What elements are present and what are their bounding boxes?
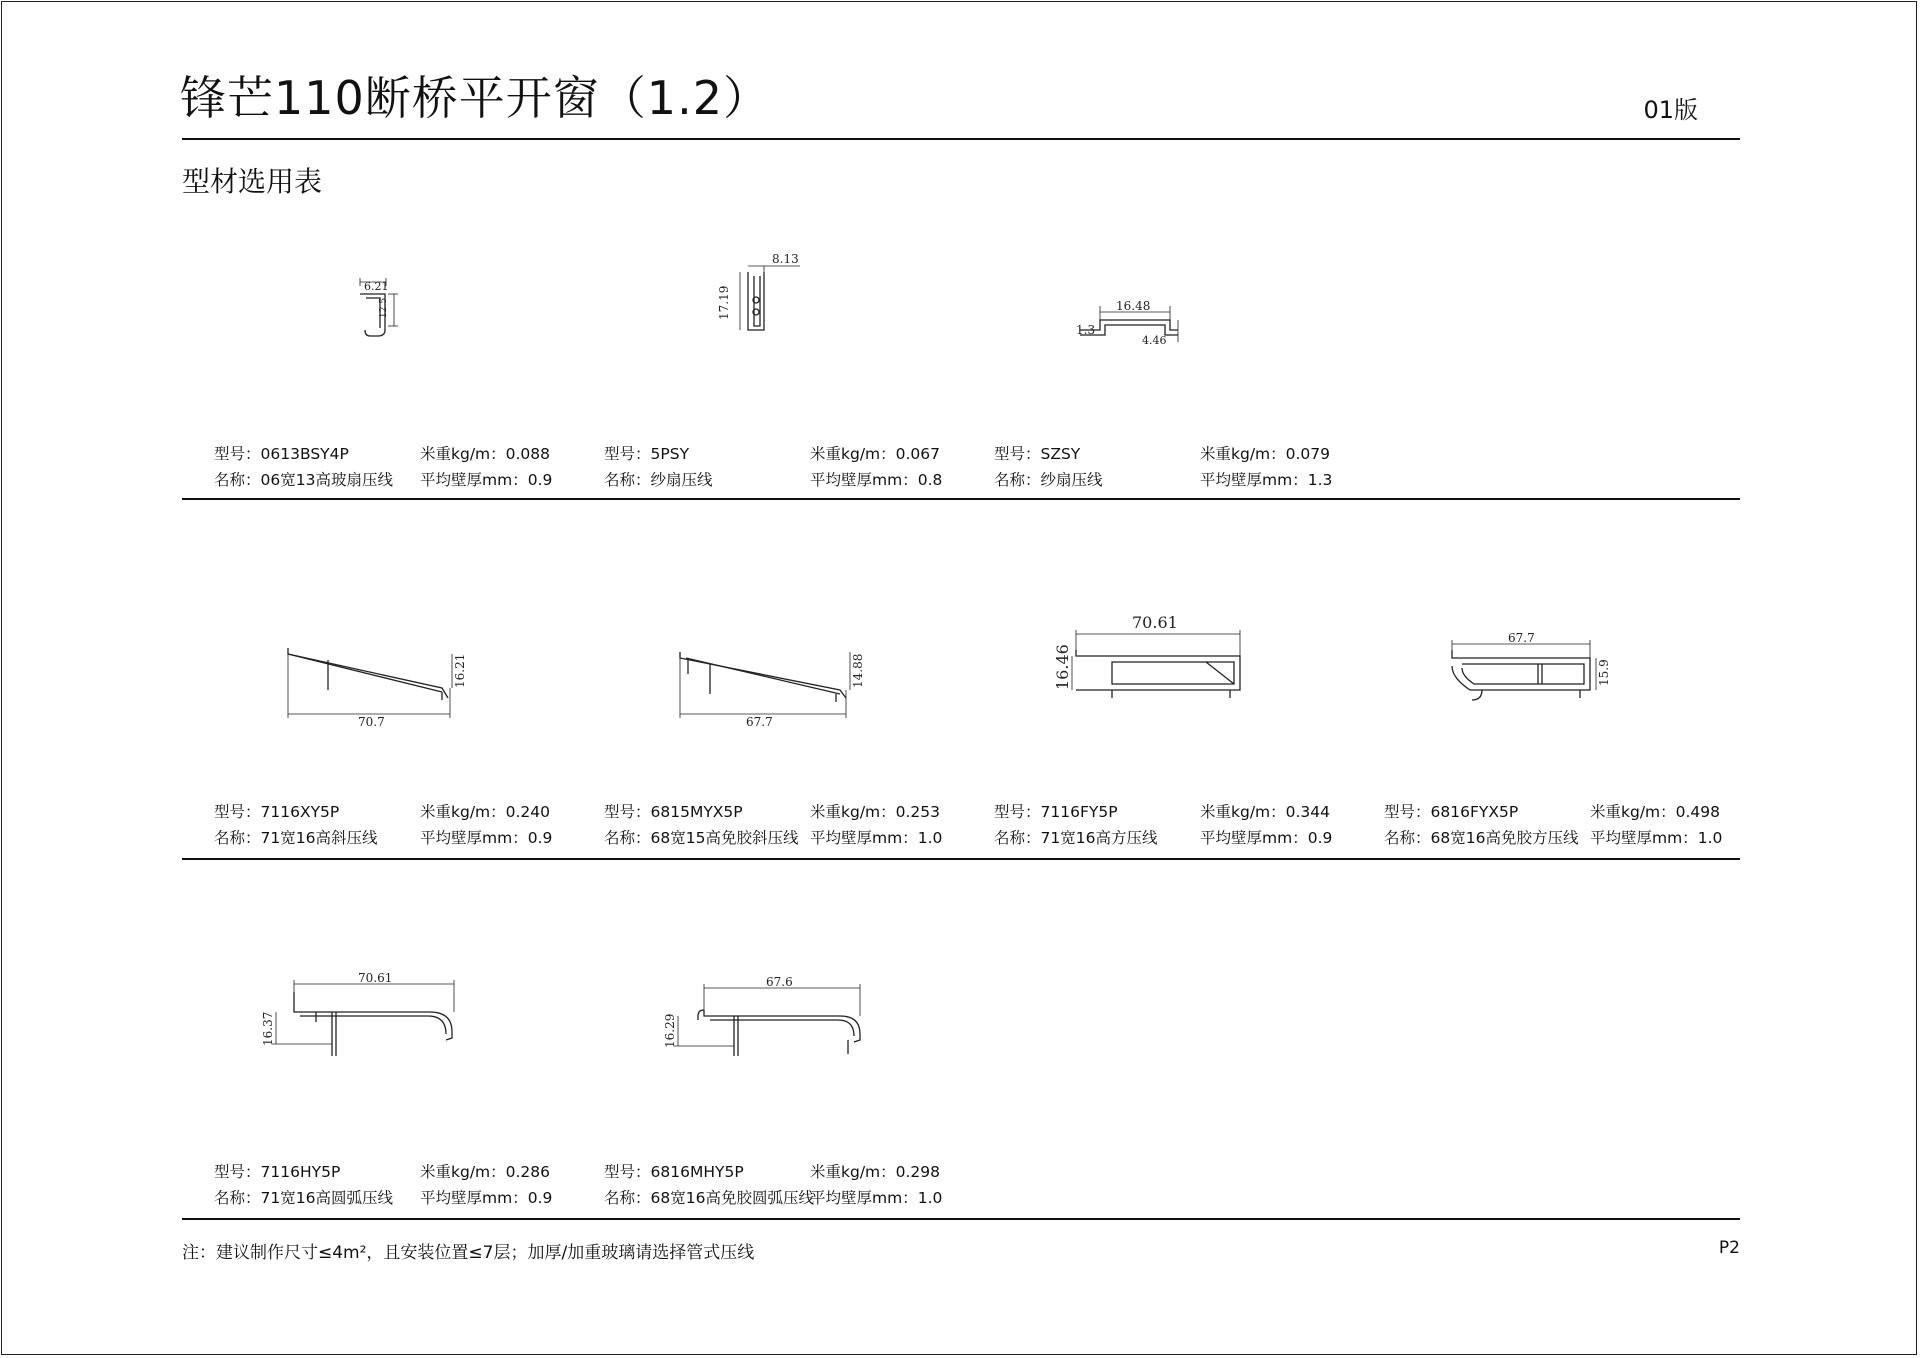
profile-card: 67.6 16.29 型号：6816MHY5P 名称：68宽16高免胶圆弧压线 米重kg/m：0.298 平均壁厚mm：1.0 [570,888,970,1248]
footer-divider [182,1218,1740,1220]
dimension-label: 70.61 [358,971,393,985]
profile-weight: 0.088 [505,445,551,463]
profile-model: 7116HY5P [260,1163,341,1181]
profile-name: 68宽16高免胶方压线 [1430,829,1579,847]
dimension-label: 67.7 [746,715,773,729]
dimension-label: 8.13 [772,252,799,266]
profile-drawing [570,528,970,798]
profile-thickness: 1.0 [1697,829,1723,847]
page-number: P2 [1718,1238,1740,1258]
row-divider [182,858,1740,860]
dimension-label: 16.29 [663,1013,677,1048]
profile-thickness: 1.0 [917,829,943,847]
dimension-label: 70.61 [1132,613,1178,632]
profile-name: 纱扇压线 [650,471,713,489]
profile-model: 6815MYX5P [650,803,743,821]
profile-card: 70.61 16.46 型号：7116FY5P 名称：71宽16高方压线 米重kg/m：0.344 平均壁厚mm：0.9 [960,528,1360,888]
dimension-label: 67.7 [1508,631,1535,645]
profile-card: 8.13 17.19 型号：5PSY 名称：纱扇压线 米重kg/m：0.067 平均壁厚mm：0.8 [570,170,970,530]
profile-model: 6816MHY5P [650,1163,744,1181]
profile-name: 纱扇压线 [1040,471,1103,489]
profile-weight: 0.240 [505,803,551,821]
dimension-label: 16.48 [1116,299,1151,313]
dimension-label: 15.9 [1597,659,1611,686]
profile-weight: 0.253 [895,803,941,821]
profile-card: 67.7 14.88 型号：6815MYX5P 名称：68宽15高免胶斜压线 米重kg/m：0.253 平均壁厚mm：1.0 [570,528,970,888]
section-title: 型材选用表 [182,165,323,198]
profile-weight: 0.298 [895,1163,941,1181]
version-label: 01版 [1643,96,1698,124]
dimension-label: 67.6 [766,975,793,989]
profile-weight: 0.498 [1675,803,1721,821]
dimension-label: 70.7 [358,715,385,729]
row-divider [182,498,1740,500]
profile-drawing [960,170,1360,440]
profile-thickness: 0.9 [527,1189,553,1207]
dimension-label: 1.3 [1076,323,1096,337]
profile-weight: 0.079 [1285,445,1331,463]
dimension-label: 12.5 [379,297,389,318]
profile-drawing [960,528,1360,798]
profile-thickness: 0.9 [527,829,553,847]
profile-card: 16.48 1.3 4.46 型号：SZSY 名称：纱扇压线 米重kg/m：0.079 平均壁厚mm：1.3 [960,170,1360,530]
profile-card: 70.61 16.37 型号：7116HY5P 名称：71宽16高圆弧压线 米重kg/m：0.286 平均壁厚mm：0.9 [180,888,580,1248]
profile-name: 71宽16高圆弧压线 [260,1189,393,1207]
profile-drawing [1350,528,1750,798]
profile-card: 67.7 15.9 型号：6816FYX5P 名称：68宽16高免胶方压线 米重kg/m：0.498 平均壁厚mm：1.0 [1350,528,1750,888]
dimension-label: 14.88 [851,653,865,688]
profile-name: 68宽15高免胶斜压线 [650,829,799,847]
profile-thickness: 1.3 [1307,471,1333,489]
dimension-label: 16.46 [1053,644,1072,690]
profile-card: 6.21 12.5 型号：0613BSY4P 名称：06宽13高玻扇压线 米重kg/m：0.088 平均壁厚mm：0.9 [180,170,580,530]
dimension-label: 6.21 [364,280,389,293]
profile-model: 5PSY [650,445,690,463]
header-divider [182,138,1740,140]
profile-drawing [570,888,970,1158]
profile-weight: 0.067 [895,445,941,463]
page-title: 锋芒110断桥平开窗（1.2） [180,71,770,125]
profile-weight: 0.344 [1285,803,1331,821]
profile-model: 0613BSY4P [260,445,349,463]
profile-thickness: 1.0 [917,1189,943,1207]
dimension-label: 16.21 [453,653,467,688]
profile-model: 6816FYX5P [1430,803,1519,821]
profile-thickness: 0.8 [917,471,943,489]
profile-name: 71宽16高方压线 [1040,829,1158,847]
dimension-label: 16.37 [261,1011,275,1046]
profile-model: 7116XY5P [260,803,340,821]
profile-drawing [180,170,580,440]
profile-name: 68宽16高免胶圆弧压线 [650,1189,814,1207]
profile-card: 70.7 16.21 型号：7116XY5P 名称：71宽16高斜压线 米重kg/m：0.240 平均壁厚mm：0.9 [180,528,580,888]
profile-model: 7116FY5P [1040,803,1118,821]
profile-thickness: 0.9 [1307,829,1333,847]
footer-note: 注：建议制作尺寸≤4m²，且安装位置≤7层；加厚/加重玻璃请选择管式压线 [182,1243,755,1263]
profile-name: 71宽16高斜压线 [260,829,378,847]
profile-drawing [180,528,580,798]
profile-weight: 0.286 [505,1163,551,1181]
profile-name: 06宽13高玻扇压线 [260,471,393,489]
dimension-label: 4.46 [1142,334,1167,347]
dimension-label: 17.19 [717,285,731,320]
profile-thickness: 0.9 [527,471,553,489]
profile-drawing [570,170,970,440]
profile-drawing [180,888,580,1158]
profile-model: SZSY [1040,445,1081,463]
